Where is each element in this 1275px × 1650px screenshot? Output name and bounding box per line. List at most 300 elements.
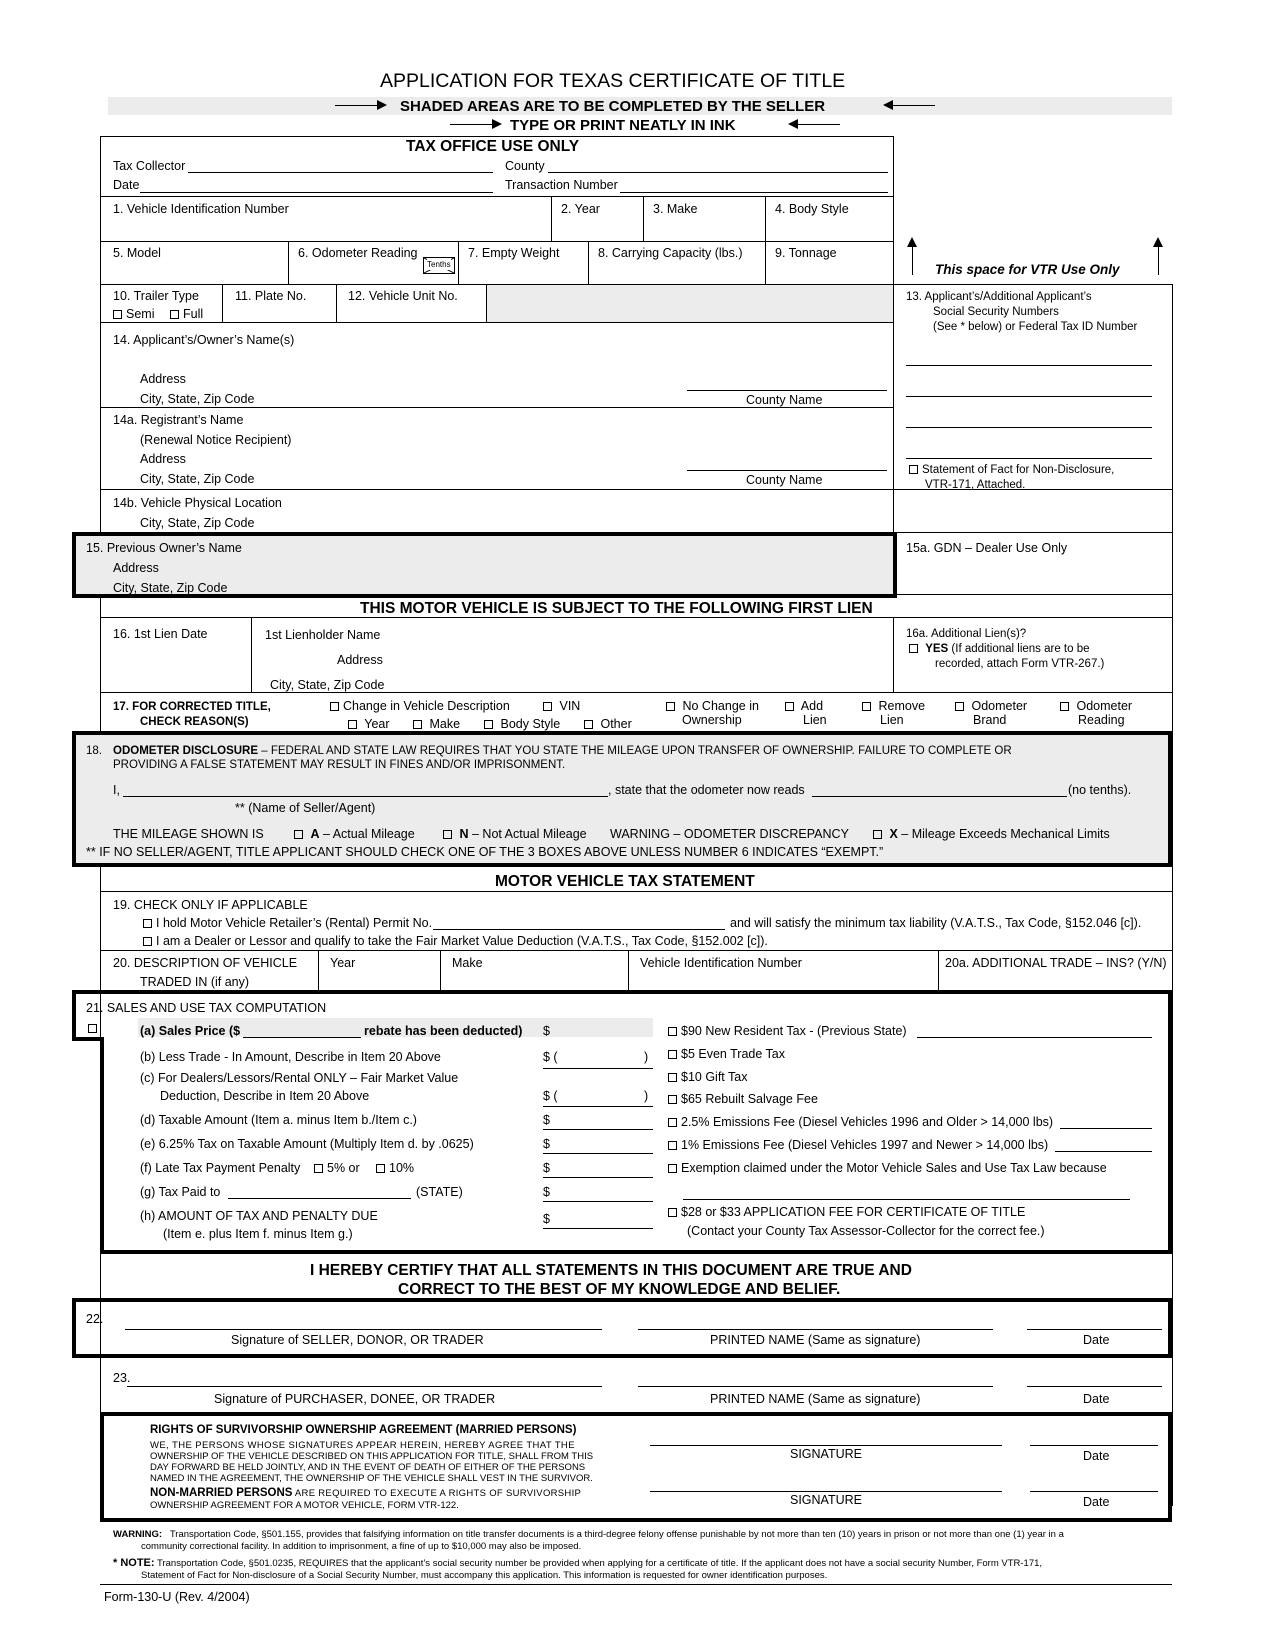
checkbox-icon[interactable] xyxy=(873,830,882,839)
odometer-title: ODOMETER DISCLOSURE xyxy=(113,745,259,757)
cell-divider xyxy=(336,284,337,322)
exemption-line[interactable] xyxy=(683,1199,1130,1200)
not-actual-mileage-checkbox[interactable] xyxy=(443,827,587,841)
seller-printed-label: PRINTED NAME (Same as signature) xyxy=(710,1333,921,1347)
permit-checkbox[interactable] xyxy=(143,916,432,930)
additional-trade-label: 20a. ADDITIONAL TRADE – INS? (Y/N) xyxy=(945,956,1167,970)
warning-line-2: community correctional facility. In addition to imprisonment, a fine of up to $10,000 may also be imposed. xyxy=(141,1541,582,1552)
trade-year-label: Year xyxy=(330,956,356,970)
dollar-b: $ ( xyxy=(543,1050,558,1064)
emissions-1-label: 1% Emissions Fee (Diesel Vehicles 1997 and Newer > 14,000 lbs) xyxy=(681,1138,1049,1152)
exceeds-label: – Mileage Exceeds Mechanical Limits xyxy=(897,827,1110,841)
ssn-line[interactable] xyxy=(906,396,1152,397)
sales-tax-heading: 21. SALES AND USE TAX COMPUTATION xyxy=(86,1001,327,1015)
tonnage-label: 9. Tonnage xyxy=(775,246,837,260)
dollar-d: $ xyxy=(543,1113,550,1127)
lienholder-address-label: Address xyxy=(337,653,383,667)
row-divider xyxy=(100,891,1172,892)
checkbox-icon[interactable] xyxy=(376,1164,385,1173)
sales-box-right xyxy=(1168,990,1172,1254)
survivorship-signature-label: SIGNATURE xyxy=(790,1447,862,1461)
tax-collector-label: Tax Collector xyxy=(113,159,186,173)
make-label: Make xyxy=(429,717,461,731)
unit-no-label: 12. Vehicle Unit No. xyxy=(348,289,458,303)
add-lien-checkbox[interactable] xyxy=(785,699,823,713)
tax-on-taxable-label: (e) 6.25% Tax on Taxable Amount (Multiply Item d. by .0625) xyxy=(140,1137,474,1151)
form-number: Form-130-U (Rev. 4/2004) xyxy=(104,1590,250,1604)
purchaser-printed-label: PRINTED NAME (Same as signature) xyxy=(710,1392,921,1406)
no-change-label: No Change in xyxy=(682,699,759,713)
actual-mileage-label: – Actual Mileage xyxy=(319,827,415,841)
yes-checkbox[interactable] xyxy=(909,642,1090,656)
registrant-name-label: 14a. Registrant’s Name xyxy=(113,413,244,427)
sales-box-left-top xyxy=(72,990,76,1040)
seller-signature-box xyxy=(72,1298,1172,1358)
penalty-10-checkbox[interactable] xyxy=(376,1161,414,1175)
seller-signature-line[interactable] xyxy=(125,1329,602,1330)
gdn-label: 15a. GDN – Dealer Use Only xyxy=(906,541,1068,555)
penalty-10-label: 10% xyxy=(389,1161,415,1175)
warning-text: Transportation Code, §501.155, provides that falsifying information on title transfer documents is a third-degree felony offense punishable by not more than ten (10) years in prison or not more than one (1) year in a xyxy=(169,1529,1064,1540)
checkbox-icon[interactable] xyxy=(668,1208,677,1217)
survivorship-date-line-2[interactable] xyxy=(1030,1491,1158,1492)
row-divider xyxy=(100,692,1172,693)
amount-line-e[interactable] xyxy=(543,1153,653,1154)
odometer-field-label: 6. Odometer Reading xyxy=(298,246,418,260)
renewal-label: (Renewal Notice Recipient) xyxy=(140,433,292,447)
cell-divider xyxy=(458,241,459,284)
state-label: (STATE) xyxy=(416,1185,463,1199)
application-fee-checkbox[interactable] xyxy=(668,1205,1025,1219)
checkbox-icon[interactable] xyxy=(170,310,179,319)
up-arrow-icon xyxy=(912,243,913,275)
purchaser-printed-line[interactable] xyxy=(638,1386,993,1387)
checkbox-icon[interactable] xyxy=(668,1027,677,1036)
even-trade-label: $5 Even Trade Tax xyxy=(681,1047,786,1061)
checkbox-icon[interactable] xyxy=(909,465,918,474)
checkbox-icon[interactable] xyxy=(543,702,552,711)
right-arrow-icon xyxy=(335,105,385,106)
amount-line-h[interactable] xyxy=(543,1228,653,1229)
n-label: N xyxy=(459,827,469,841)
left-arrow-icon xyxy=(790,124,840,125)
survivorship-p2: OWNERSHIP OF THE VEHICLE DESCRIBED ON THIS APPLICATION FOR TITLE, SHALL FROM THIS xyxy=(150,1451,594,1462)
odometer-brand-label: Odometer xyxy=(971,699,1028,713)
name-seller-label: ** (Name of Seller/Agent) xyxy=(235,801,376,815)
full-label: Full xyxy=(183,307,204,321)
n22-label: 22. xyxy=(86,1312,104,1326)
model-field-label: 5. Model xyxy=(113,246,161,260)
remove-lien-label: Lien xyxy=(880,713,904,727)
right-arrow-icon xyxy=(450,124,500,125)
checkbox-icon[interactable] xyxy=(143,919,152,928)
amount-due-label: (h) AMOUNT OF TAX AND PENALTY DUE xyxy=(140,1209,378,1223)
row-divider xyxy=(100,617,1172,618)
registrant-csz-label: City, State, Zip Code xyxy=(140,472,255,486)
cell-divider xyxy=(628,950,629,992)
rebuilt-salvage-label: $65 Rebuilt Salvage Fee xyxy=(681,1092,818,1106)
dollar-e: $ xyxy=(543,1137,550,1151)
checkbox-icon[interactable] xyxy=(668,1118,677,1127)
emissions-25-label: 2.5% Emissions Fee (Diesel Vehicles 1996 and Older > 14,000 lbs) xyxy=(681,1115,1054,1129)
checkbox-icon[interactable] xyxy=(443,830,452,839)
cell-divider xyxy=(251,617,252,692)
seller-printed-line[interactable] xyxy=(638,1329,993,1330)
non-married-bold: NON-MARRIED PERSONS xyxy=(150,1487,293,1499)
taxable-amount-label: (d) Taxable Amount (Item a. minus Item b./Item c.) xyxy=(140,1113,417,1127)
add-label: Add xyxy=(800,699,824,713)
remove-label: Remove xyxy=(878,699,926,713)
statement-fact-label: Statement of Fact for Non-Disclosure, xyxy=(922,464,1115,476)
tax-collector-line[interactable] xyxy=(188,172,493,173)
amount-line-g[interactable] xyxy=(543,1201,653,1202)
late-penalty-label: (f) Late Tax Payment Penalty xyxy=(140,1161,301,1175)
warning-bold: WARNING: xyxy=(113,1529,163,1540)
cell-divider xyxy=(440,950,441,992)
amount-line-b[interactable] xyxy=(543,1068,653,1069)
note-line-2: Statement of Fact for Non-disclosure of a Social Security Number, must accompany this application. This information is requested for owner identification purposes. xyxy=(141,1570,828,1581)
fmv-label-1: (c) For Dealers/Lessors/Rental ONLY – Fair Market Value xyxy=(140,1071,459,1085)
purchaser-date-label: Date xyxy=(1083,1392,1110,1406)
lien-date-label: 16. 1st Lien Date xyxy=(113,627,208,641)
odometer-brand-checkbox[interactable] xyxy=(955,699,1027,713)
county-name-label: County Name xyxy=(746,393,823,407)
tax-paid-label: (g) Tax Paid to xyxy=(140,1185,221,1199)
county-line[interactable] xyxy=(548,172,888,173)
rebuilt-salvage-checkbox[interactable] xyxy=(668,1092,818,1106)
lienholder-csz-label: City, State, Zip Code xyxy=(270,678,385,692)
no-tenths-label: (no tenths). xyxy=(1068,783,1132,797)
paren-c: ) xyxy=(644,1089,649,1103)
survivorship-signature-line-2[interactable] xyxy=(650,1491,1002,1492)
checkbox-icon[interactable] xyxy=(113,310,122,319)
applicant-address-label: Address xyxy=(140,372,186,386)
bottom-border xyxy=(100,1584,1172,1585)
checkbox-icon[interactable] xyxy=(143,937,152,946)
yes-note: (If additional liens are to be xyxy=(951,643,1090,655)
seller-date-label: Date xyxy=(1083,1333,1110,1347)
checkbox-icon[interactable] xyxy=(668,1141,677,1150)
actual-mileage-checkbox[interactable] xyxy=(294,827,415,841)
body-style-label: Body Style xyxy=(500,717,561,731)
note-bold: * NOTE: xyxy=(113,1557,155,1569)
amount-line-d[interactable] xyxy=(543,1129,653,1130)
amount-line-c[interactable] xyxy=(543,1106,653,1107)
new-resident-checkbox[interactable] xyxy=(668,1024,907,1038)
transaction-label: Transaction Number xyxy=(505,178,618,192)
amount-line-f[interactable] xyxy=(543,1177,653,1178)
semi-label: Semi xyxy=(126,307,155,321)
paren-b: ) xyxy=(644,1050,649,1064)
survivorship-signature-label-2: SIGNATURE xyxy=(790,1493,862,1507)
trade-description-label: 20. DESCRIPTION OF VEHICLE xyxy=(113,956,298,970)
survivorship-p3: DAY FORWARD BE HELD JOINTLY, AND IN THE EVENT OF DEATH OF EITHER OF THE PERSONS xyxy=(150,1462,586,1473)
gift-tax-label: $10 Gift Tax xyxy=(681,1070,748,1084)
emissions-1-checkbox[interactable] xyxy=(668,1138,1048,1152)
sales-box-top xyxy=(72,990,1172,994)
application-fee-label: $28 or $33 APPLICATION FEE FOR CERTIFICATE OF TITLE xyxy=(681,1205,1026,1219)
purchaser-signature-label: Signature of PURCHASER, DONEE, OR TRADER xyxy=(214,1392,496,1406)
cell-divider xyxy=(938,950,939,992)
odometer-text-2: PROVIDING A FALSE STATEMENT MAY RESULT IN FINES AND/OR IMPRISONMENT. xyxy=(113,759,566,771)
checkbox-icon[interactable] xyxy=(294,830,303,839)
frame-top xyxy=(100,136,893,137)
not-actual-label: – Not Actual Mileage xyxy=(468,827,587,841)
mileage-shown-label: THE MILEAGE SHOWN IS xyxy=(113,827,264,841)
ssn-line[interactable] xyxy=(906,458,1152,459)
shaded-note: SHADED AREAS ARE TO BE COMPLETED BY THE SELLER xyxy=(400,98,826,115)
semi-checkbox[interactable] xyxy=(113,307,154,321)
survivorship-p4: NAMED IN THE AGREEMENT, THE OWNERSHIP OF THE VEHICLE SHALL VEST IN THE SURVIVOR. xyxy=(150,1473,593,1484)
non-married-line-2: OWNERSHIP AGREEMENT FOR A MOTOR VEHICLE, FORM VTR-122. xyxy=(150,1500,459,1511)
sales-price-label: (a) Sales Price ($ xyxy=(140,1024,241,1038)
checkbox-icon[interactable] xyxy=(668,1095,677,1104)
checkbox-icon[interactable] xyxy=(413,720,422,729)
physical-location-label: 14b. Vehicle Physical Location xyxy=(113,496,282,510)
emissions-1-line[interactable] xyxy=(1055,1151,1152,1152)
other-checkbox[interactable] xyxy=(584,717,632,731)
odometer-footnote: ** IF NO SELLER/AGENT, TITLE APPLICANT SHOULD CHECK ONE OF THE 3 BOXES ABOVE UNLESS NUMBER 6 INDICATES “EXEMPT.” xyxy=(86,845,884,859)
purchaser-signature-line[interactable] xyxy=(127,1386,602,1387)
checkbox-icon[interactable] xyxy=(668,1164,677,1173)
brand-label: Brand xyxy=(973,713,1007,727)
shaded-cell xyxy=(487,285,893,322)
dollar-c: $ ( xyxy=(543,1089,558,1103)
previous-owner-csz: City, State, Zip Code xyxy=(113,581,228,595)
plate-no-label: 11. Plate No. xyxy=(235,289,307,303)
penalty-5-checkbox[interactable] xyxy=(314,1161,360,1175)
odometer-num: 18. xyxy=(86,745,102,757)
corrected-title-label: 17. FOR CORRECTED TITLE, xyxy=(113,701,271,713)
n23-label: 23. xyxy=(113,1371,131,1385)
lien-heading: THIS MOTOR VEHICLE IS SUBJECT TO THE FOLLOWING FIRST LIEN xyxy=(360,600,873,617)
ssn-label-3: (See * below) or Federal Tax ID Number xyxy=(933,321,1138,333)
checkbox-icon[interactable] xyxy=(584,720,593,729)
dealer-label: I am a Dealer or Lessor and qualify to take the Fair Market Value Deduction (V.A.T.S., Tax Code, §152.002 [c]). xyxy=(156,934,768,948)
previous-state-line[interactable] xyxy=(917,1037,1152,1038)
statement-fact-checkbox[interactable] xyxy=(909,463,1114,477)
cell-divider xyxy=(288,241,289,284)
frame-right-upper xyxy=(893,136,894,284)
odometer-reading-line[interactable] xyxy=(812,796,1067,797)
exemption-label: Exemption claimed under the Motor Vehicle Sales and Use Tax Law because xyxy=(681,1161,1107,1175)
gift-tax-checkbox[interactable] xyxy=(668,1070,747,1084)
dollar-h: $ xyxy=(543,1212,550,1226)
state-that-label: , state that the odometer now reads xyxy=(608,783,805,797)
tenths-label: Tenths xyxy=(427,260,451,269)
odometer-text-1 xyxy=(113,744,1012,758)
county-name-line[interactable] xyxy=(687,470,887,471)
even-trade-checkbox[interactable] xyxy=(668,1047,785,1061)
county-label: County xyxy=(505,159,545,173)
vin-field-label: 1. Vehicle Identification Number xyxy=(113,202,289,216)
exceeds-limits-checkbox[interactable] xyxy=(873,827,1110,841)
applicant-csz-label: City, State, Zip Code xyxy=(140,392,255,406)
checkbox-icon[interactable] xyxy=(314,1164,323,1173)
i-label: I, xyxy=(113,783,120,797)
sales-box-bottom xyxy=(100,1250,1172,1254)
checkbox-icon[interactable] xyxy=(330,702,339,711)
change-description-checkbox[interactable] xyxy=(330,699,510,713)
survivorship-p1: WE, THE PERSONS WHOSE SIGNATURES APPEAR HEREIN, HEREBY AGREE THAT THE xyxy=(150,1440,575,1451)
row-divider xyxy=(100,489,1172,490)
remove-lien-checkbox[interactable] xyxy=(862,699,925,713)
reading-label: Reading xyxy=(1078,713,1125,727)
print-note: TYPE OR PRINT NEATLY IN INK xyxy=(510,117,736,134)
body-style-checkbox[interactable] xyxy=(484,717,560,731)
row-divider xyxy=(100,950,1172,951)
applicant-name-label: 14. Applicant’s/Owner’s Name(s) xyxy=(113,333,295,347)
sales-checkbox[interactable] xyxy=(88,1024,97,1033)
seller-name-line[interactable] xyxy=(123,796,608,797)
checkbox-icon[interactable] xyxy=(909,644,918,653)
survivorship-signature-line[interactable] xyxy=(650,1445,1002,1446)
add-lien-label: Lien xyxy=(803,713,827,727)
ssn-line[interactable] xyxy=(906,365,1152,366)
warning-discrepancy: WARNING – ODOMETER DISCREPANCY xyxy=(610,827,849,841)
year-label: Year xyxy=(364,717,390,731)
ssn-line[interactable] xyxy=(906,427,1152,428)
purchaser-date-line[interactable] xyxy=(1027,1386,1162,1387)
odometer-reading-label: Odometer xyxy=(1076,699,1133,713)
application-fee-note: (Contact your County Tax Assessor-Collector for the correct fee.) xyxy=(687,1224,1045,1238)
row-divider xyxy=(100,407,893,408)
cell-divider xyxy=(643,196,644,241)
amount-due-note: (Item e. plus Item f. minus Item g.) xyxy=(163,1227,353,1241)
survivorship-date-label: Date xyxy=(1083,1449,1110,1463)
frame-right xyxy=(1172,284,1173,1506)
checkbox-icon[interactable] xyxy=(862,702,871,711)
up-arrow-icon xyxy=(1158,243,1159,275)
checkbox-icon[interactable] xyxy=(484,720,493,729)
cell-divider xyxy=(588,241,589,284)
tax-paid-line[interactable] xyxy=(228,1198,411,1199)
note-line xyxy=(113,1558,1042,1569)
tax-office-heading: TAX OFFICE USE ONLY xyxy=(406,138,580,155)
county-name-line[interactable] xyxy=(687,390,887,391)
odometer-reading-checkbox[interactable] xyxy=(1060,699,1132,713)
checkbox-icon[interactable] xyxy=(348,720,357,729)
previous-owner-address: Address xyxy=(113,561,159,575)
statement-fact-label-2: VTR-171, Attached. xyxy=(925,479,1026,491)
trade-make-label: Make xyxy=(452,956,483,970)
dollar-a: $ xyxy=(543,1024,550,1038)
yes-label: YES xyxy=(925,643,949,655)
make-checkbox[interactable] xyxy=(413,717,460,731)
vtr-space-label: This space for VTR Use Only xyxy=(935,262,1120,277)
row-divider xyxy=(100,322,893,323)
left-arrow-icon xyxy=(885,105,935,106)
dealer-checkbox[interactable] xyxy=(143,934,768,948)
cell-divider xyxy=(551,196,552,241)
x-label: X xyxy=(889,827,898,841)
row-divider xyxy=(100,196,893,197)
checkbox-icon[interactable] xyxy=(785,702,794,711)
note-text: Transportation Code, §501.0235, REQUIRES that the applicant’s social security number be provided when applying for a certificate of title. If the applicant does not have a social security Number, Form VTR-171, xyxy=(157,1558,1043,1569)
permit-line[interactable] xyxy=(433,929,725,930)
checkbox-icon[interactable] xyxy=(955,702,964,711)
date-label: Date xyxy=(113,178,140,192)
trade-vin-label: Vehicle Identification Number xyxy=(640,956,802,970)
year-field-label: 2. Year xyxy=(561,202,600,216)
odometer-text: – FEDERAL AND STATE LAW REQUIRES THAT YOU STATE THE MILEAGE UPON TRANSFER OF OWNERSHIP. FAILURE TO COMPLETE OR xyxy=(258,745,1012,757)
dollar-f: $ xyxy=(543,1161,550,1175)
yes-note-2: recorded, attach Form VTR-267.) xyxy=(935,658,1105,670)
tenths-box xyxy=(423,257,455,274)
checkbox-icon[interactable] xyxy=(1060,702,1069,711)
fmv-label-2: Deduction, Describe in Item 20 Above xyxy=(160,1089,370,1103)
non-married-line xyxy=(150,1488,581,1499)
certify-line-2: CORRECT TO THE BEST OF MY KNOWLEDGE AND BELIEF. xyxy=(398,1281,841,1298)
survivorship-date-label-2: Date xyxy=(1083,1495,1110,1509)
full-checkbox[interactable] xyxy=(170,307,203,321)
certify-line-1: I HEREBY CERTIFY THAT ALL STATEMENTS IN THIS DOCUMENT ARE TRUE AND xyxy=(310,1262,912,1279)
non-married-text: ARE REQUIRED TO EXECUTE A RIGHTS OF SURVIVORSHIP xyxy=(292,1488,582,1499)
vin-label: VIN xyxy=(559,699,581,713)
vin-checkbox[interactable] xyxy=(543,699,580,713)
rebate-label: rebate has been deducted) xyxy=(364,1024,523,1038)
check-reasons-label: CHECK REASON(S) xyxy=(140,716,249,728)
row-divider xyxy=(100,241,893,242)
registrant-address-label: Address xyxy=(140,452,186,466)
seller-date-line[interactable] xyxy=(1027,1329,1162,1330)
seller-signature-label: Signature of SELLER, DONOR, OR TRADER xyxy=(231,1333,484,1347)
cell-divider xyxy=(893,617,894,692)
emissions-25-line[interactable] xyxy=(1060,1128,1152,1129)
ssn-label-2: Social Security Numbers xyxy=(933,306,1059,318)
dollar-g: $ xyxy=(543,1185,550,1199)
sales-box-left xyxy=(100,1037,104,1254)
no-change-ownership-checkbox[interactable] xyxy=(666,699,759,713)
warning-line xyxy=(113,1529,1064,1540)
checkbox-icon[interactable] xyxy=(668,1050,677,1059)
a-label: A xyxy=(310,827,320,841)
date-line[interactable] xyxy=(140,192,493,193)
transaction-line[interactable] xyxy=(620,192,888,193)
permit-label: I hold Motor Vehicle Retailer’s (Rental) Permit No. xyxy=(156,916,433,930)
form-title: APPLICATION FOR TEXAS CERTIFICATE OF TITLE xyxy=(380,70,846,92)
lienholder-name-label: 1st Lienholder Name xyxy=(265,628,381,642)
penalty-5-label: 5% or xyxy=(327,1161,360,1175)
cell-divider xyxy=(222,284,223,322)
survivorship-title: RIGHTS OF SURVIVORSHIP OWNERSHIP AGREEMENT (MARRIED PERSONS) xyxy=(150,1424,577,1436)
county-name-label: County Name xyxy=(746,473,823,487)
checkbox-icon[interactable] xyxy=(666,702,675,711)
exemption-checkbox[interactable] xyxy=(668,1161,1107,1175)
location-csz-label: City, State, Zip Code xyxy=(140,516,255,530)
new-resident-label: $90 New Resident Tax - (Previous State) xyxy=(681,1024,907,1038)
body-style-field-label: 4. Body Style xyxy=(775,202,849,216)
previous-owner-label: 15. Previous Owner’s Name xyxy=(86,541,242,555)
emissions-25-checkbox[interactable] xyxy=(668,1115,1053,1129)
check-applicable-label: 19. CHECK ONLY IF APPLICABLE xyxy=(113,898,308,912)
traded-in-label: TRADED IN (if any) xyxy=(140,975,250,989)
cell-divider xyxy=(318,950,319,992)
carrying-capacity-label: 8. Carrying Capacity (lbs.) xyxy=(598,246,743,260)
trailer-type-label: 10. Trailer Type xyxy=(113,289,199,303)
permit-tail: and will satisfy the minimum tax liability (V.A.T.S., Tax Code, §152.046 [c]). xyxy=(730,916,1142,930)
additional-lien-label: 16a. Additional Lien(s)? xyxy=(906,628,1027,640)
less-trade-label: (b) Less Trade - In Amount, Describe in Item 20 Above xyxy=(140,1050,441,1064)
make-field-label: 3. Make xyxy=(653,202,698,216)
cell-divider xyxy=(765,196,766,284)
year-checkbox[interactable] xyxy=(348,717,390,731)
survivorship-date-line[interactable] xyxy=(1030,1445,1158,1446)
ownership-label: Ownership xyxy=(682,713,742,727)
ssn-label-1: 13. Applicant’s/Additional Applicant’s xyxy=(906,291,1092,303)
sales-price-line[interactable] xyxy=(243,1037,361,1038)
checkbox-icon[interactable] xyxy=(668,1073,677,1082)
